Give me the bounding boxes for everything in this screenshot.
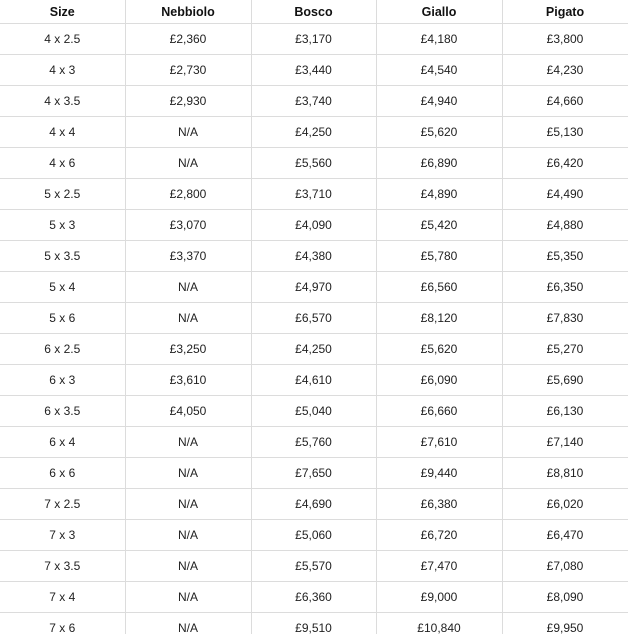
price-cell: £6,570 bbox=[251, 303, 376, 334]
size-cell: 7 x 3.5 bbox=[0, 551, 125, 582]
price-cell: £4,050 bbox=[125, 396, 251, 427]
size-cell: 5 x 3 bbox=[0, 210, 125, 241]
price-cell: £3,440 bbox=[251, 55, 376, 86]
price-cell: £4,250 bbox=[251, 117, 376, 148]
price-cell: £5,780 bbox=[376, 241, 502, 272]
size-cell: 6 x 4 bbox=[0, 427, 125, 458]
price-cell: £7,140 bbox=[502, 427, 628, 458]
price-cell: £5,760 bbox=[251, 427, 376, 458]
price-cell: £8,120 bbox=[376, 303, 502, 334]
size-cell: 5 x 3.5 bbox=[0, 241, 125, 272]
price-cell: £2,930 bbox=[125, 86, 251, 117]
price-cell: N/A bbox=[125, 427, 251, 458]
price-cell: £6,350 bbox=[502, 272, 628, 303]
price-cell: £5,040 bbox=[251, 396, 376, 427]
table-row bbox=[0, 117, 628, 148]
column-header-pigato: Pigato bbox=[502, 0, 628, 24]
price-cell: £4,380 bbox=[251, 241, 376, 272]
price-cell: N/A bbox=[125, 117, 251, 148]
price-cell: £3,170 bbox=[251, 24, 376, 55]
table-row bbox=[0, 179, 628, 210]
price-cell: £4,940 bbox=[376, 86, 502, 117]
table-row bbox=[0, 55, 628, 86]
price-cell: £5,690 bbox=[502, 365, 628, 396]
price-cell: £4,250 bbox=[251, 334, 376, 365]
table-row bbox=[0, 427, 628, 458]
size-cell: 6 x 2.5 bbox=[0, 334, 125, 365]
table-row bbox=[0, 489, 628, 520]
table-row bbox=[0, 551, 628, 582]
price-cell: £6,420 bbox=[502, 148, 628, 179]
column-header-bosco: Bosco bbox=[251, 0, 376, 24]
table-row bbox=[0, 148, 628, 179]
price-cell: £2,800 bbox=[125, 179, 251, 210]
price-cell: £3,800 bbox=[502, 24, 628, 55]
price-cell: £7,080 bbox=[502, 551, 628, 582]
price-cell: £4,660 bbox=[502, 86, 628, 117]
price-cell: £6,890 bbox=[376, 148, 502, 179]
price-cell: N/A bbox=[125, 613, 251, 634]
table-row bbox=[0, 520, 628, 551]
column-header-nebbiolo: Nebbiolo bbox=[125, 0, 251, 24]
price-cell: N/A bbox=[125, 551, 251, 582]
price-cell: £5,560 bbox=[251, 148, 376, 179]
size-cell: 7 x 2.5 bbox=[0, 489, 125, 520]
price-cell: £5,620 bbox=[376, 117, 502, 148]
price-cell: £3,370 bbox=[125, 241, 251, 272]
column-header-size: Size bbox=[0, 0, 125, 24]
price-cell: £5,130 bbox=[502, 117, 628, 148]
size-cell: 7 x 3 bbox=[0, 520, 125, 551]
price-cell: £6,560 bbox=[376, 272, 502, 303]
table-row bbox=[0, 458, 628, 489]
price-cell: £5,060 bbox=[251, 520, 376, 551]
price-cell: £7,650 bbox=[251, 458, 376, 489]
price-cell: £3,250 bbox=[125, 334, 251, 365]
price-cell: £9,510 bbox=[251, 613, 376, 634]
size-cell: 4 x 6 bbox=[0, 148, 125, 179]
table-row bbox=[0, 613, 628, 634]
size-cell: 6 x 3 bbox=[0, 365, 125, 396]
table-header bbox=[0, 0, 628, 24]
price-cell: £4,690 bbox=[251, 489, 376, 520]
price-cell: £3,610 bbox=[125, 365, 251, 396]
size-cell: 5 x 2.5 bbox=[0, 179, 125, 210]
size-cell: 6 x 6 bbox=[0, 458, 125, 489]
table-body bbox=[0, 24, 628, 634]
price-cell: £4,540 bbox=[376, 55, 502, 86]
table-row bbox=[0, 272, 628, 303]
price-cell: £5,350 bbox=[502, 241, 628, 272]
price-cell: £3,740 bbox=[251, 86, 376, 117]
price-cell: £9,000 bbox=[376, 582, 502, 613]
price-cell: £6,130 bbox=[502, 396, 628, 427]
price-cell: £2,730 bbox=[125, 55, 251, 86]
price-cell: £5,620 bbox=[376, 334, 502, 365]
price-cell: £10,840 bbox=[376, 613, 502, 634]
header-row bbox=[0, 0, 628, 24]
price-cell: £6,380 bbox=[376, 489, 502, 520]
table-row bbox=[0, 334, 628, 365]
table-row bbox=[0, 241, 628, 272]
price-cell: N/A bbox=[125, 582, 251, 613]
price-cell: N/A bbox=[125, 489, 251, 520]
column-header-giallo: Giallo bbox=[376, 0, 502, 24]
price-cell: N/A bbox=[125, 303, 251, 334]
price-cell: £4,970 bbox=[251, 272, 376, 303]
size-cell: 7 x 6 bbox=[0, 613, 125, 634]
price-cell: £9,440 bbox=[376, 458, 502, 489]
price-cell: £9,950 bbox=[502, 613, 628, 634]
price-cell: £6,720 bbox=[376, 520, 502, 551]
size-cell: 4 x 2.5 bbox=[0, 24, 125, 55]
price-cell: £4,880 bbox=[502, 210, 628, 241]
price-cell: £6,470 bbox=[502, 520, 628, 551]
price-cell: £6,090 bbox=[376, 365, 502, 396]
table-row bbox=[0, 365, 628, 396]
size-cell: 4 x 4 bbox=[0, 117, 125, 148]
price-cell: £6,020 bbox=[502, 489, 628, 520]
size-cell: 7 x 4 bbox=[0, 582, 125, 613]
size-cell: 6 x 3.5 bbox=[0, 396, 125, 427]
price-cell: £4,230 bbox=[502, 55, 628, 86]
table-row bbox=[0, 210, 628, 241]
table-row bbox=[0, 24, 628, 55]
price-cell: N/A bbox=[125, 272, 251, 303]
price-cell: N/A bbox=[125, 458, 251, 489]
price-cell: £4,180 bbox=[376, 24, 502, 55]
price-cell: £7,830 bbox=[502, 303, 628, 334]
price-cell: £8,810 bbox=[502, 458, 628, 489]
price-cell: £8,090 bbox=[502, 582, 628, 613]
table-row bbox=[0, 303, 628, 334]
price-cell: N/A bbox=[125, 520, 251, 551]
price-cell: £4,490 bbox=[502, 179, 628, 210]
price-cell: £6,360 bbox=[251, 582, 376, 613]
size-cell: 4 x 3.5 bbox=[0, 86, 125, 117]
price-cell: £5,420 bbox=[376, 210, 502, 241]
price-cell: £3,710 bbox=[251, 179, 376, 210]
price-cell: £3,070 bbox=[125, 210, 251, 241]
price-cell: £4,610 bbox=[251, 365, 376, 396]
price-cell: £4,890 bbox=[376, 179, 502, 210]
price-cell: N/A bbox=[125, 148, 251, 179]
price-cell: £5,270 bbox=[502, 334, 628, 365]
price-cell: £7,610 bbox=[376, 427, 502, 458]
price-cell: £4,090 bbox=[251, 210, 376, 241]
price-cell: £5,570 bbox=[251, 551, 376, 582]
price-cell: £7,470 bbox=[376, 551, 502, 582]
price-cell: £6,660 bbox=[376, 396, 502, 427]
size-cell: 5 x 6 bbox=[0, 303, 125, 334]
size-cell: 4 x 3 bbox=[0, 55, 125, 86]
table-row bbox=[0, 396, 628, 427]
price-cell: £2,360 bbox=[125, 24, 251, 55]
table-row bbox=[0, 86, 628, 117]
table-row bbox=[0, 582, 628, 613]
size-cell: 5 x 4 bbox=[0, 272, 125, 303]
